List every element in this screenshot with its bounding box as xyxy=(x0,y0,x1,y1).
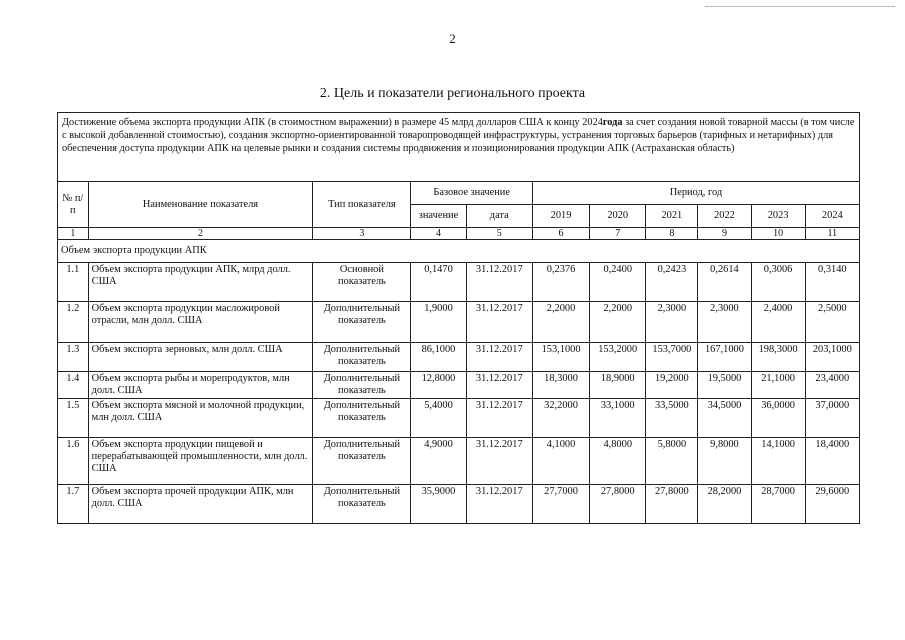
row-year-value: 0,3006 xyxy=(751,263,805,302)
column-number: 11 xyxy=(805,228,859,240)
header-value: значение xyxy=(411,205,466,228)
row-year-value: 0,3140 xyxy=(805,263,859,302)
row-base-value: 0,1470 xyxy=(411,263,466,302)
column-number-row xyxy=(58,228,860,240)
header-year: 2024 xyxy=(805,205,859,228)
table-row xyxy=(58,399,860,438)
row-base-date: 31.12.2017 xyxy=(466,372,532,399)
row-num: 1.5 xyxy=(58,399,89,438)
row-year-value: 29,6000 xyxy=(805,485,859,524)
goal-text-after: за счет создания новой товарной массы (в том числе с высокой добавленной стоимостью), создания экспортно-ориентированной товаропроводящей инфраструктуры, устранения торговых барьеров (тарифных и нетарифных) для обеспечения доступа продукции АПК на целевые рынки и создания системы продвижения и позиционирования продукции АПК (Астраханская область) xyxy=(62,117,855,154)
row-year-value: 33,1000 xyxy=(590,399,646,438)
column-number: 1 xyxy=(58,228,89,240)
column-number: 10 xyxy=(751,228,805,240)
row-year-value: 0,2423 xyxy=(646,263,698,302)
row-year-value: 18,3000 xyxy=(532,372,589,399)
goal-text xyxy=(58,113,860,182)
row-year-value: 28,7000 xyxy=(751,485,805,524)
indicators-table xyxy=(57,112,860,524)
table-row xyxy=(58,263,860,302)
row-year-value: 36,0000 xyxy=(751,399,805,438)
column-number: 9 xyxy=(698,228,751,240)
row-type: Дополнительный показатель xyxy=(313,485,411,524)
row-year-value: 14,1000 xyxy=(751,438,805,485)
row-year-value: 0,2614 xyxy=(698,263,751,302)
section-title: 2. Цель и показатели регионального проекта xyxy=(319,86,586,101)
row-year-value: 18,4000 xyxy=(805,438,859,485)
group-row xyxy=(58,240,860,263)
row-year-value: 21,1000 xyxy=(751,372,805,399)
row-name: Объем экспорта зерновых, млн долл. США xyxy=(88,343,313,372)
row-name: Объем экспорта продукции АПК, млрд долл. США xyxy=(88,263,313,302)
header-num: № п/п xyxy=(58,182,89,228)
table-row xyxy=(58,485,860,524)
row-base-value: 12,8000 xyxy=(411,372,466,399)
row-year-value: 18,9000 xyxy=(590,372,646,399)
header-base: Базовое значение xyxy=(411,182,533,205)
header-year: 2020 xyxy=(590,205,646,228)
header-type: Тип показателя xyxy=(313,182,411,228)
row-year-value: 2,5000 xyxy=(805,302,859,343)
header-row-1 xyxy=(58,182,860,205)
header-year: 2021 xyxy=(646,205,698,228)
row-year-value: 34,5000 xyxy=(698,399,751,438)
row-year-value: 28,2000 xyxy=(698,485,751,524)
row-base-date: 31.12.2017 xyxy=(466,302,532,343)
header-date: дата xyxy=(466,205,532,228)
column-number: 6 xyxy=(532,228,589,240)
row-type: Дополнительный показатель xyxy=(313,343,411,372)
row-year-value: 37,0000 xyxy=(805,399,859,438)
row-year-value: 9,8000 xyxy=(698,438,751,485)
row-year-value: 2,2000 xyxy=(532,302,589,343)
row-base-date: 31.12.2017 xyxy=(466,438,532,485)
row-year-value: 2,4000 xyxy=(751,302,805,343)
row-year-value: 153,7000 xyxy=(646,343,698,372)
row-base-date: 31.12.2017 xyxy=(466,263,532,302)
row-year-value: 4,8000 xyxy=(590,438,646,485)
row-name: Объем экспорта продукции пищевой и перерабатывающей промышленности, млн долл. США xyxy=(88,438,313,485)
goal-text-bold: года xyxy=(602,117,623,128)
row-num: 1.3 xyxy=(58,343,89,372)
row-base-value: 5,4000 xyxy=(411,399,466,438)
row-type: Дополнительный показатель xyxy=(313,438,411,485)
row-year-value: 4,1000 xyxy=(532,438,589,485)
column-number: 7 xyxy=(590,228,646,240)
row-year-value: 167,1000 xyxy=(698,343,751,372)
table-row xyxy=(58,438,860,485)
row-year-value: 23,4000 xyxy=(805,372,859,399)
indicators-table-frame xyxy=(57,112,860,524)
row-type: Дополнительный показатель xyxy=(313,399,411,438)
row-year-value: 2,3000 xyxy=(698,302,751,343)
table-row xyxy=(58,302,860,343)
row-type: Дополнительный показатель xyxy=(313,372,411,399)
column-number: 2 xyxy=(88,228,313,240)
row-type: Дополнительный показатель xyxy=(313,302,411,343)
row-year-value: 27,7000 xyxy=(532,485,589,524)
column-number: 3 xyxy=(313,228,411,240)
row-name: Объем экспорта прочей продукции АПК, млн долл. США xyxy=(88,485,313,524)
row-base-value: 1,9000 xyxy=(411,302,466,343)
row-name: Объем экспорта продукции масложировой отрасли, млн долл. США xyxy=(88,302,313,343)
row-name: Объем экспорта мясной и молочной продукции, млн долл. США xyxy=(88,399,313,438)
row-base-value: 4,9000 xyxy=(411,438,466,485)
row-num: 1.7 xyxy=(58,485,89,524)
row-year-value: 2,2000 xyxy=(590,302,646,343)
row-year-value: 198,3000 xyxy=(751,343,805,372)
column-number: 8 xyxy=(646,228,698,240)
header-name: Наименование показателя xyxy=(88,182,313,228)
table-row xyxy=(58,343,860,372)
header-period: Период, год xyxy=(532,182,859,205)
row-year-value: 153,2000 xyxy=(590,343,646,372)
row-base-value: 35,9000 xyxy=(411,485,466,524)
row-num: 1.1 xyxy=(58,263,89,302)
row-year-value: 32,2000 xyxy=(532,399,589,438)
scan-artifact-line xyxy=(705,6,895,9)
row-year-value: 19,2000 xyxy=(646,372,698,399)
row-year-value: 33,5000 xyxy=(646,399,698,438)
row-year-value: 0,2400 xyxy=(590,263,646,302)
row-base-date: 31.12.2017 xyxy=(466,485,532,524)
column-number: 4 xyxy=(411,228,466,240)
goal-row xyxy=(58,113,860,182)
row-base-value: 86,1000 xyxy=(411,343,466,372)
row-type: Основной показатель xyxy=(313,263,411,302)
row-year-value: 153,1000 xyxy=(532,343,589,372)
row-base-date: 31.12.2017 xyxy=(466,343,532,372)
row-num: 1.4 xyxy=(58,372,89,399)
table-row xyxy=(58,372,860,399)
header-year: 2022 xyxy=(698,205,751,228)
page-number: 2 xyxy=(449,31,456,46)
group-title: Объем экспорта продукции АПК xyxy=(58,240,860,263)
row-name: Объем экспорта рыбы и морепродуктов, млн долл. США xyxy=(88,372,313,399)
column-number: 5 xyxy=(466,228,532,240)
row-year-value: 19,5000 xyxy=(698,372,751,399)
row-year-value: 5,8000 xyxy=(646,438,698,485)
row-num: 1.2 xyxy=(58,302,89,343)
header-year: 2023 xyxy=(751,205,805,228)
row-year-value: 203,1000 xyxy=(805,343,859,372)
row-num: 1.6 xyxy=(58,438,89,485)
header-year: 2019 xyxy=(532,205,589,228)
row-year-value: 27,8000 xyxy=(646,485,698,524)
row-year-value: 2,3000 xyxy=(646,302,698,343)
row-year-value: 0,2376 xyxy=(532,263,589,302)
goal-text-before: Достижение объема экспорта продукции АПК (в стоимостном выражении) в размере 45 млрд долларов США к концу 2024 xyxy=(62,117,603,128)
row-base-date: 31.12.2017 xyxy=(466,399,532,438)
row-year-value: 27,8000 xyxy=(590,485,646,524)
